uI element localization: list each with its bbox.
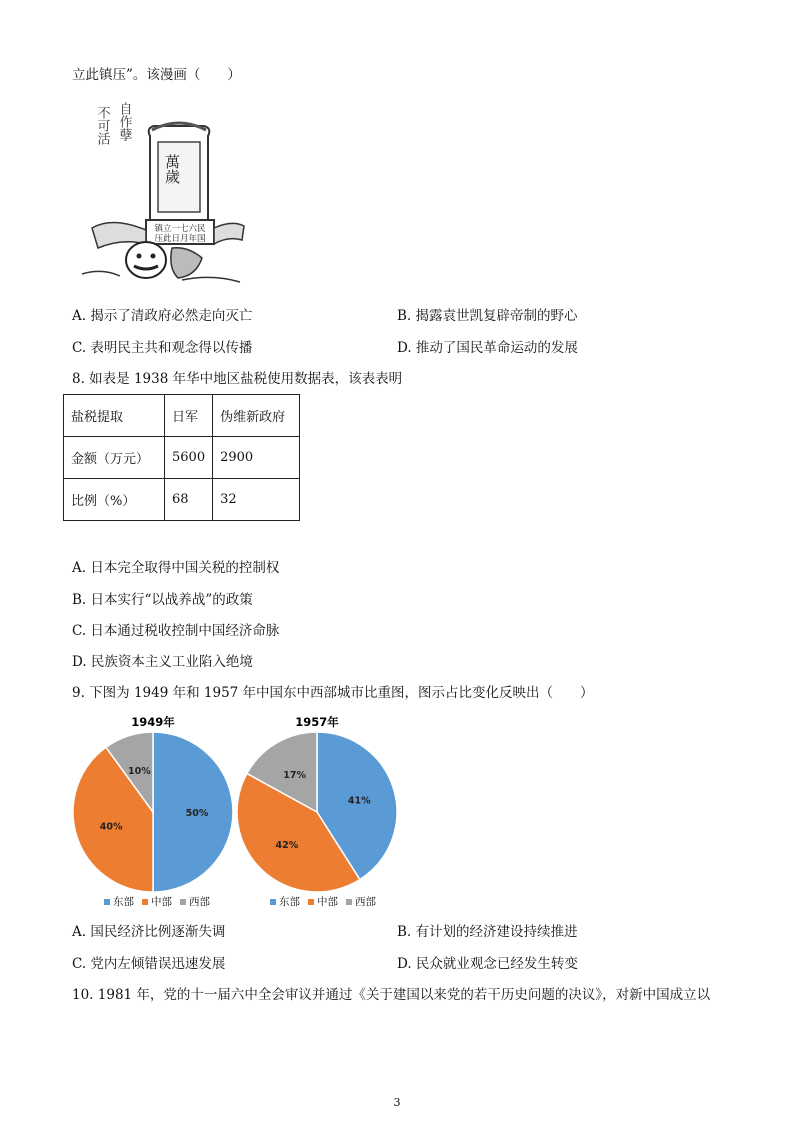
legend-label: 西部	[355, 896, 376, 908]
legend-label: 西部	[189, 896, 210, 908]
pie-data-label: 40%	[99, 821, 123, 833]
q9-option-c: C. 党内左倾错误迅速发展	[72, 956, 226, 972]
legend-item	[104, 894, 134, 909]
legend-item	[180, 894, 210, 909]
cartoon-side-text-2: 自作孽	[116, 102, 132, 141]
cartoon-base-text-1: 镇立一七六民	[154, 224, 206, 234]
pie-slices	[73, 732, 233, 892]
cartoon-base-text-2: 压此日月年国	[154, 234, 206, 244]
legend-label: 东部	[279, 896, 300, 908]
q8-option-d: D. 民族资本主义工业陷入绝境	[72, 654, 253, 670]
pie-data-label: 10%	[128, 766, 151, 778]
pie-data-label: 50%	[185, 808, 209, 819]
table-cell: 32	[213, 479, 300, 521]
legend-label: 东部	[113, 896, 134, 908]
q7-option-a: A. 揭示了清政府必然走向灭亡	[72, 308, 253, 324]
q9-option-d: D. 民众就业观念已经发生转变	[397, 956, 578, 972]
table-cell: 金额（万元）	[64, 437, 165, 479]
table-cell: 5600	[165, 437, 213, 479]
legend-item	[270, 894, 300, 909]
table-header-row	[64, 395, 300, 437]
pie-data-label: 17%	[283, 770, 306, 782]
pie-data-label: 42%	[275, 840, 299, 852]
table-header-cell: 盐税提取	[64, 395, 165, 437]
table-row	[64, 437, 300, 479]
table-cell: 68	[165, 479, 213, 521]
legend-swatch	[104, 899, 110, 905]
q10-stem: 10. 1981 年，党的十一届六中全会审议并通过《关于建国以来党的若干历史问题的决议》，对新中国成立以	[72, 987, 711, 1003]
q9-option-a: A. 国民经济比例逐渐失调	[72, 924, 226, 940]
legend-item	[308, 894, 338, 909]
q8-stem: 8. 如表是 1938 年华中地区盐税使用数据表，该表表明	[72, 371, 403, 387]
legend-item	[142, 894, 172, 909]
cartoon-side-text-1: 不可活	[94, 106, 110, 145]
legend-item	[346, 894, 376, 909]
table-header-cell: 伪维新政府	[213, 395, 300, 437]
table-header-cell: 日军	[165, 395, 213, 437]
legend-swatch	[270, 899, 276, 905]
pie-data-label: 41%	[347, 795, 371, 807]
q8-option-b: B. 日本实行“以战养战”的政策	[72, 592, 253, 608]
chart-title: 1949年	[131, 715, 175, 729]
salt-tax-table	[63, 394, 300, 521]
pie-legend-1957	[270, 894, 376, 909]
q7-option-d: D. 推动了国民革命运动的发展	[397, 340, 578, 356]
pie-chart-1957	[232, 712, 402, 898]
chart-title: 1957年	[295, 715, 339, 729]
pie-chart-1949	[68, 712, 238, 898]
q9-option-b: B. 有计划的经济建设持续推进	[397, 924, 578, 940]
page-number: 3	[393, 1096, 401, 1109]
q9-stem: 9. 下图为 1949 年和 1957 年中国东中西部城市比重图，图示占比变化反映出（ ）	[72, 685, 594, 701]
q7-option-b: B. 揭露袁世凯复辟帝制的野心	[397, 308, 578, 324]
pie-legend-1949	[104, 894, 210, 909]
legend-label: 中部	[151, 896, 172, 908]
q7-stem-tail: 立此镇压”。该漫画（ ）	[72, 67, 241, 83]
cartoon-tablet-text: 萬歲	[163, 154, 181, 184]
table-cell: 2900	[213, 437, 300, 479]
table-row	[64, 479, 300, 521]
pie-slices	[237, 732, 397, 892]
table-cell: 比例（%）	[64, 479, 165, 521]
q8-option-c: C. 日本通过税收控制中国经济命脉	[72, 623, 280, 639]
legend-swatch	[346, 899, 352, 905]
yuan-shikai-cartoon	[72, 98, 248, 286]
legend-swatch	[142, 899, 148, 905]
legend-swatch	[180, 899, 186, 905]
q8-option-a: A. 日本完全取得中国关税的控制权	[72, 560, 280, 576]
legend-swatch	[308, 899, 314, 905]
q7-option-c: C. 表明民主共和观念得以传播	[72, 340, 253, 356]
legend-label: 中部	[317, 896, 338, 908]
